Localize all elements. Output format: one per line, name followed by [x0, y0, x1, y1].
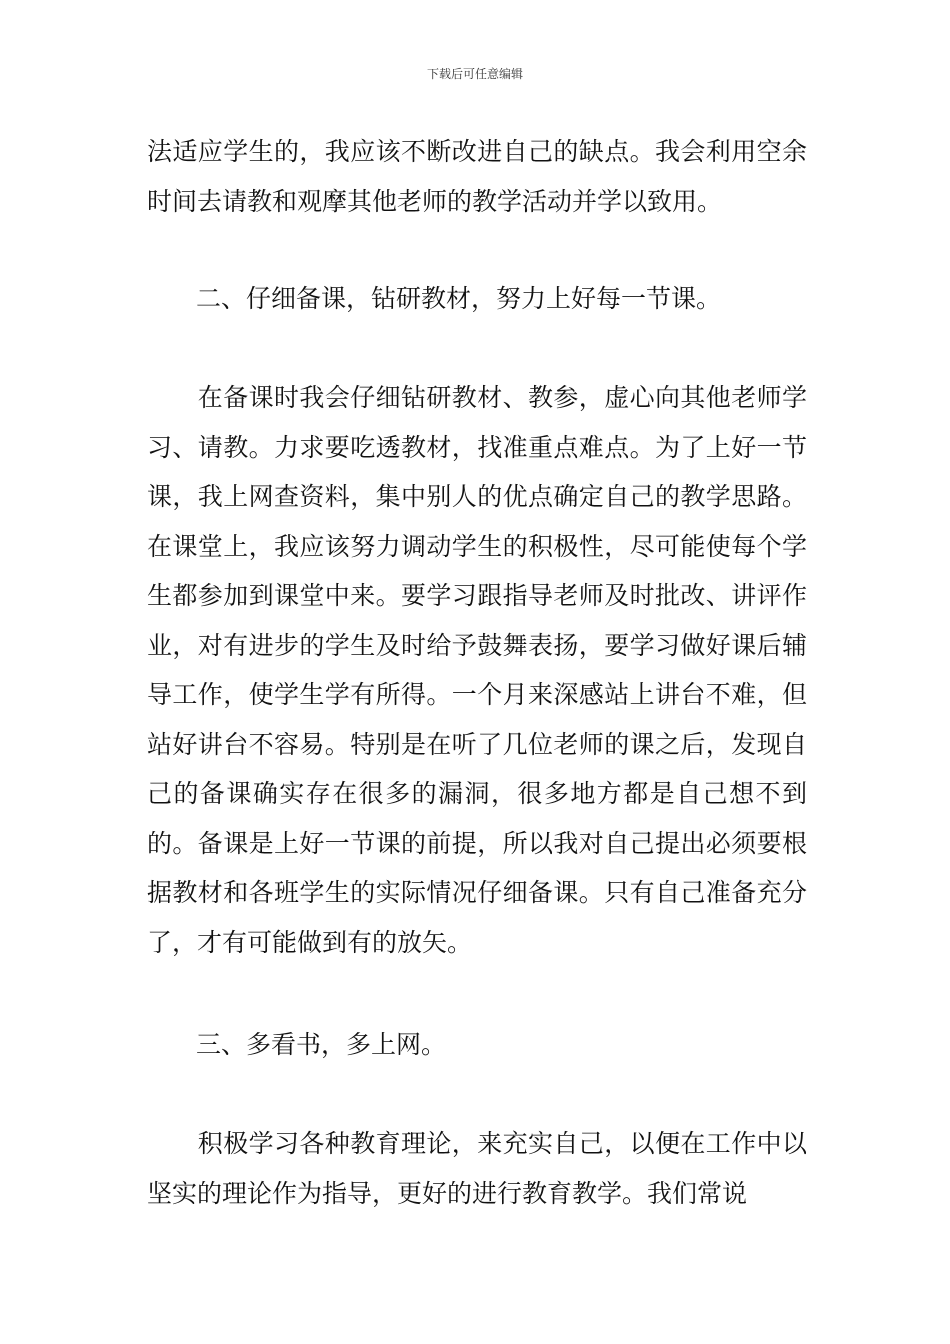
paragraph-3: 积极学习各种教育理论，来充实自己，以便在工作中以坚实的理论作为指导，更好的进行教育教学。我们常说: [147, 1129, 807, 1208]
paragraph-1: 法适应学生的，我应该不断改进自己的缺点。我会利用空余时间去请教和观摩其他老师的教学活动并学以致用。: [147, 137, 807, 216]
page-header: 下载后可任意编辑: [426, 67, 523, 81]
section-heading-3: 三、多看书，多上网。: [196, 1030, 447, 1059]
section-heading-2: 二、仔细备课，钻研教材，努力上好每一节课。: [196, 284, 722, 313]
paragraph-2: 在备课时我会仔细钻研教材、教参，虚心向其他老师学习、请教。力求要吃透教材，找准重点难点。为了上好一节课，我上网查资料，集中别人的优点确定自己的教学思路。在课堂上，我应该努力调动学生的积极性，尽可能使每个学生都参加到课堂中来。要学习跟指导老师及时批改、讲评作业，对有进步的学生及时给予鼓舞表扬，要学习做好课后辅导工作，使学生学有所得。一个月来深感站上讲台不难，但站好讲台不容易。特别是在听了几位老师的课之后，发现自己的备课确实存在很多的漏洞，很多地方都是自己想不到的。备课是上好一节课的前提，所以我对自己提出必须要根据教材和各班学生的实际情况仔细备课。只有自己准备充分了，才有可能做到有的放矢。: [147, 383, 807, 957]
